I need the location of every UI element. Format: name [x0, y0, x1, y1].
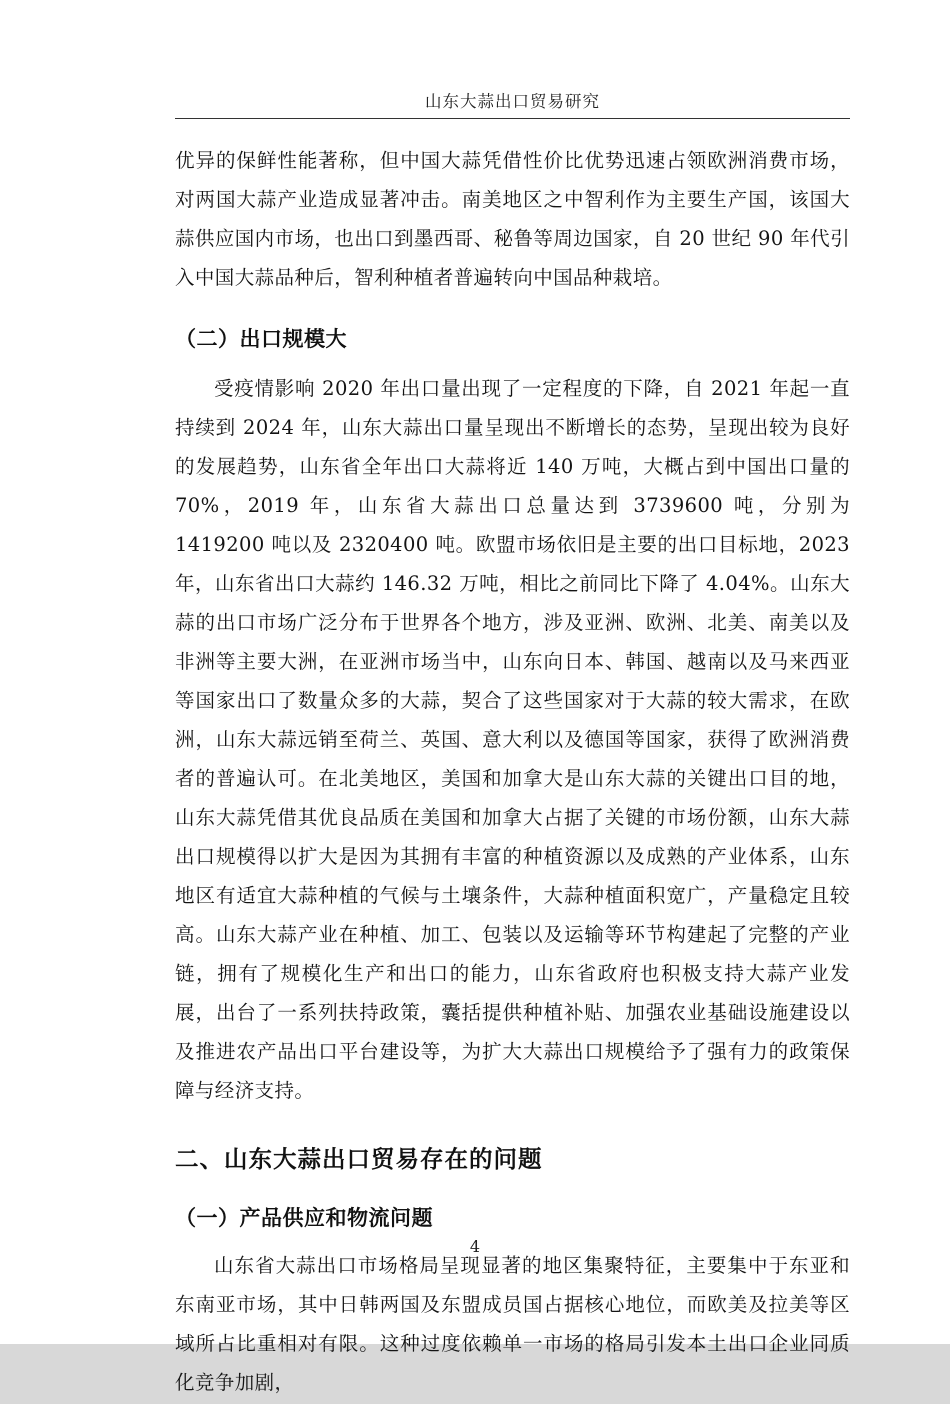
heading-section-two: 二、山东大蒜出口贸易存在的问题	[175, 1145, 543, 1173]
heading-supply-logistics: （一）产品供应和物流问题	[175, 1206, 433, 1230]
paragraph-3: 山东省大蒜出口市场格局呈现显著的地区集聚特征，主要集中于东亚和东南亚市场，其中日韩两国及东盟成员国占据核心地位，而欧美及拉美等区域所占比重相对有限。这种过度依赖单一市场的格局引发本土出口企业同质化竞争加剧，	[175, 1254, 850, 1394]
paragraph-1: 优异的保鲜性能著称，但中国大蒜凭借性价比优势迅速占领欧洲消费市场，对两国大蒜产业造成显著冲击。南美地区之中智利作为主要生产国，该国大蒜供应国内市场，也出口到墨西哥、秘鲁等周边国家，自 20 世纪 90 年代引入中国大蒜品种后，智利种植者普遍转向中国品种栽培。	[175, 149, 850, 289]
header-divider	[175, 118, 850, 119]
page-number: 4	[469, 1237, 481, 1256]
page-header-title: 山东大蒜出口贸易研究	[425, 92, 600, 111]
heading-export-scale: （二）出口规模大	[175, 327, 347, 351]
page-content	[175, 88, 850, 1404]
paragraph-2: 受疫情影响 2020 年出口量出现了一定程度的下降，自 2021 年起一直持续到 2024 年，山东大蒜出口量呈现出不断增长的态势，呈现出较为良好的发展趋势，山东省全年出口大蒜将近 140 万吨，大概占到中国出口量的 70%，2019 年，山东省大蒜出口总量达到 3739600 吨，分别为 1419200 吨以及 2320400 吨。欧盟市场依旧是主要的出口目标地，2023 年，山东省出口大蒜约 146.32 万吨，相比之前同比下降了 4.04%。山东大蒜的出口市场广泛分布于世界各个地方，涉及亚洲、欧洲、北美、南美以及非洲等主要大洲，在亚洲市场当中，山东向日本、韩国、越南以及马来西亚等国家出口了数量众多的大蒜，契合了这些国家对于大蒜的较大需求，在欧洲，山东大蒜远销至荷兰、英国、意大利以及德国等国家，获得了欧洲消费者的普遍认可。在北美地区，美国和加拿大是山东大蒜的关键出口目的地，山东大蒜凭借其优良品质在美国和加拿大占据了关键的市场份额，山东大蒜出口规模得以扩大是因为其拥有丰富的种植资源以及成熟的产业体系，山东地区有适宜大蒜种植的气候与土壤条件，大蒜种植面积宽广，产量稳定且较高。山东大蒜产业在种植、加工、包装以及运输等环节构建起了完整的产业链，拥有了规模化生产和出口的能力，山东省政府也积极支持大蒜产业发展，出台了一系列扶持政策，囊括提供种植补贴、加强农业基础设施建设以及推进农产品出口平台建设等，为扩大大蒜出口规模给予了强有力的政策保障与经济支持。	[175, 377, 850, 1102]
